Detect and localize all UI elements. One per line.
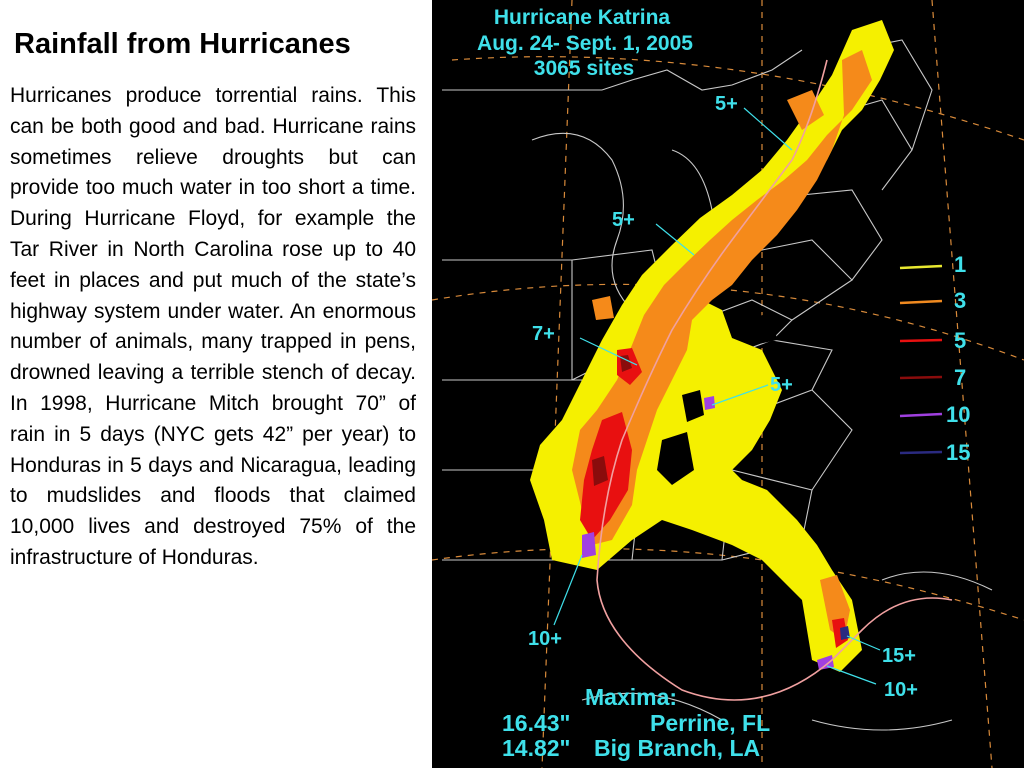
- legend-line-10: [900, 414, 942, 416]
- maxima-title: Maxima:: [585, 684, 678, 710]
- rainfall-map-graphic: [432, 0, 1024, 768]
- slide-body-text: Hurricanes produce torrential rains. This can be both good and bad. Hurricane rains sometimes relieve droughts but can provide too much water in too short a time. During Hurricane Floyd, for example the Tar River in North Carolina rose up to 40 feet in places and put much of the state’s highway system under water. An enormous number of animals, many trapped in pens, drowned leaving a terrible stench of decay. In 1998, Hurricane Mitch brought 70” of rain in 5 days (NYC gets 42” per year) to Honduras in 5 days and Nicaragua, leading to mudslides and floods that claimed 10,000 lives and destroyed 75% of the infrastructure of Honduras.: [10, 84, 416, 569]
- legend-label-7: 7: [954, 365, 967, 390]
- maxima-row2-place: Big Branch, LA: [594, 735, 761, 761]
- callout-maine: 5+: [715, 93, 738, 115]
- callout-louisiana: 10+: [528, 628, 562, 650]
- maxima-row2-value: 14.82": [502, 735, 571, 761]
- rainfall-map: [432, 0, 1024, 768]
- callout-florida-keys: 10+: [884, 679, 918, 701]
- legend-line-5: [900, 340, 942, 341]
- legend-label-1: 1: [954, 252, 967, 277]
- map-legend: [900, 252, 970, 465]
- map-header-title: Hurricane Katrina: [493, 6, 671, 29]
- legend-label-3: 3: [954, 288, 967, 313]
- callout-tennessee: 7+: [532, 323, 555, 345]
- callout-georgia: 5+: [770, 374, 793, 396]
- map-header-sites: 3065 sites: [533, 57, 635, 80]
- maxima-row1-value: 16.43": [502, 710, 571, 736]
- callout-ohio: 5+: [612, 209, 635, 231]
- maxima-row1-place: Perrine, FL: [650, 710, 771, 736]
- maxima-box: [502, 684, 770, 761]
- slide-title: Rainfall from Hurricanes: [14, 28, 351, 60]
- legend-line-3: [900, 301, 942, 303]
- callout-florida-south: 15+: [882, 645, 916, 667]
- legend-line-1: [900, 266, 942, 268]
- legend-label-5: 5: [954, 328, 967, 353]
- text-panel: [0, 0, 432, 768]
- rainfall-swath: [530, 20, 894, 672]
- legend-label-15: 15: [946, 440, 971, 465]
- legend-line-7: [900, 377, 942, 378]
- legend-label-10: 10: [946, 402, 971, 427]
- legend-line-15: [900, 452, 942, 453]
- map-header-dates: Aug. 24- Sept. 1, 2005: [477, 32, 693, 55]
